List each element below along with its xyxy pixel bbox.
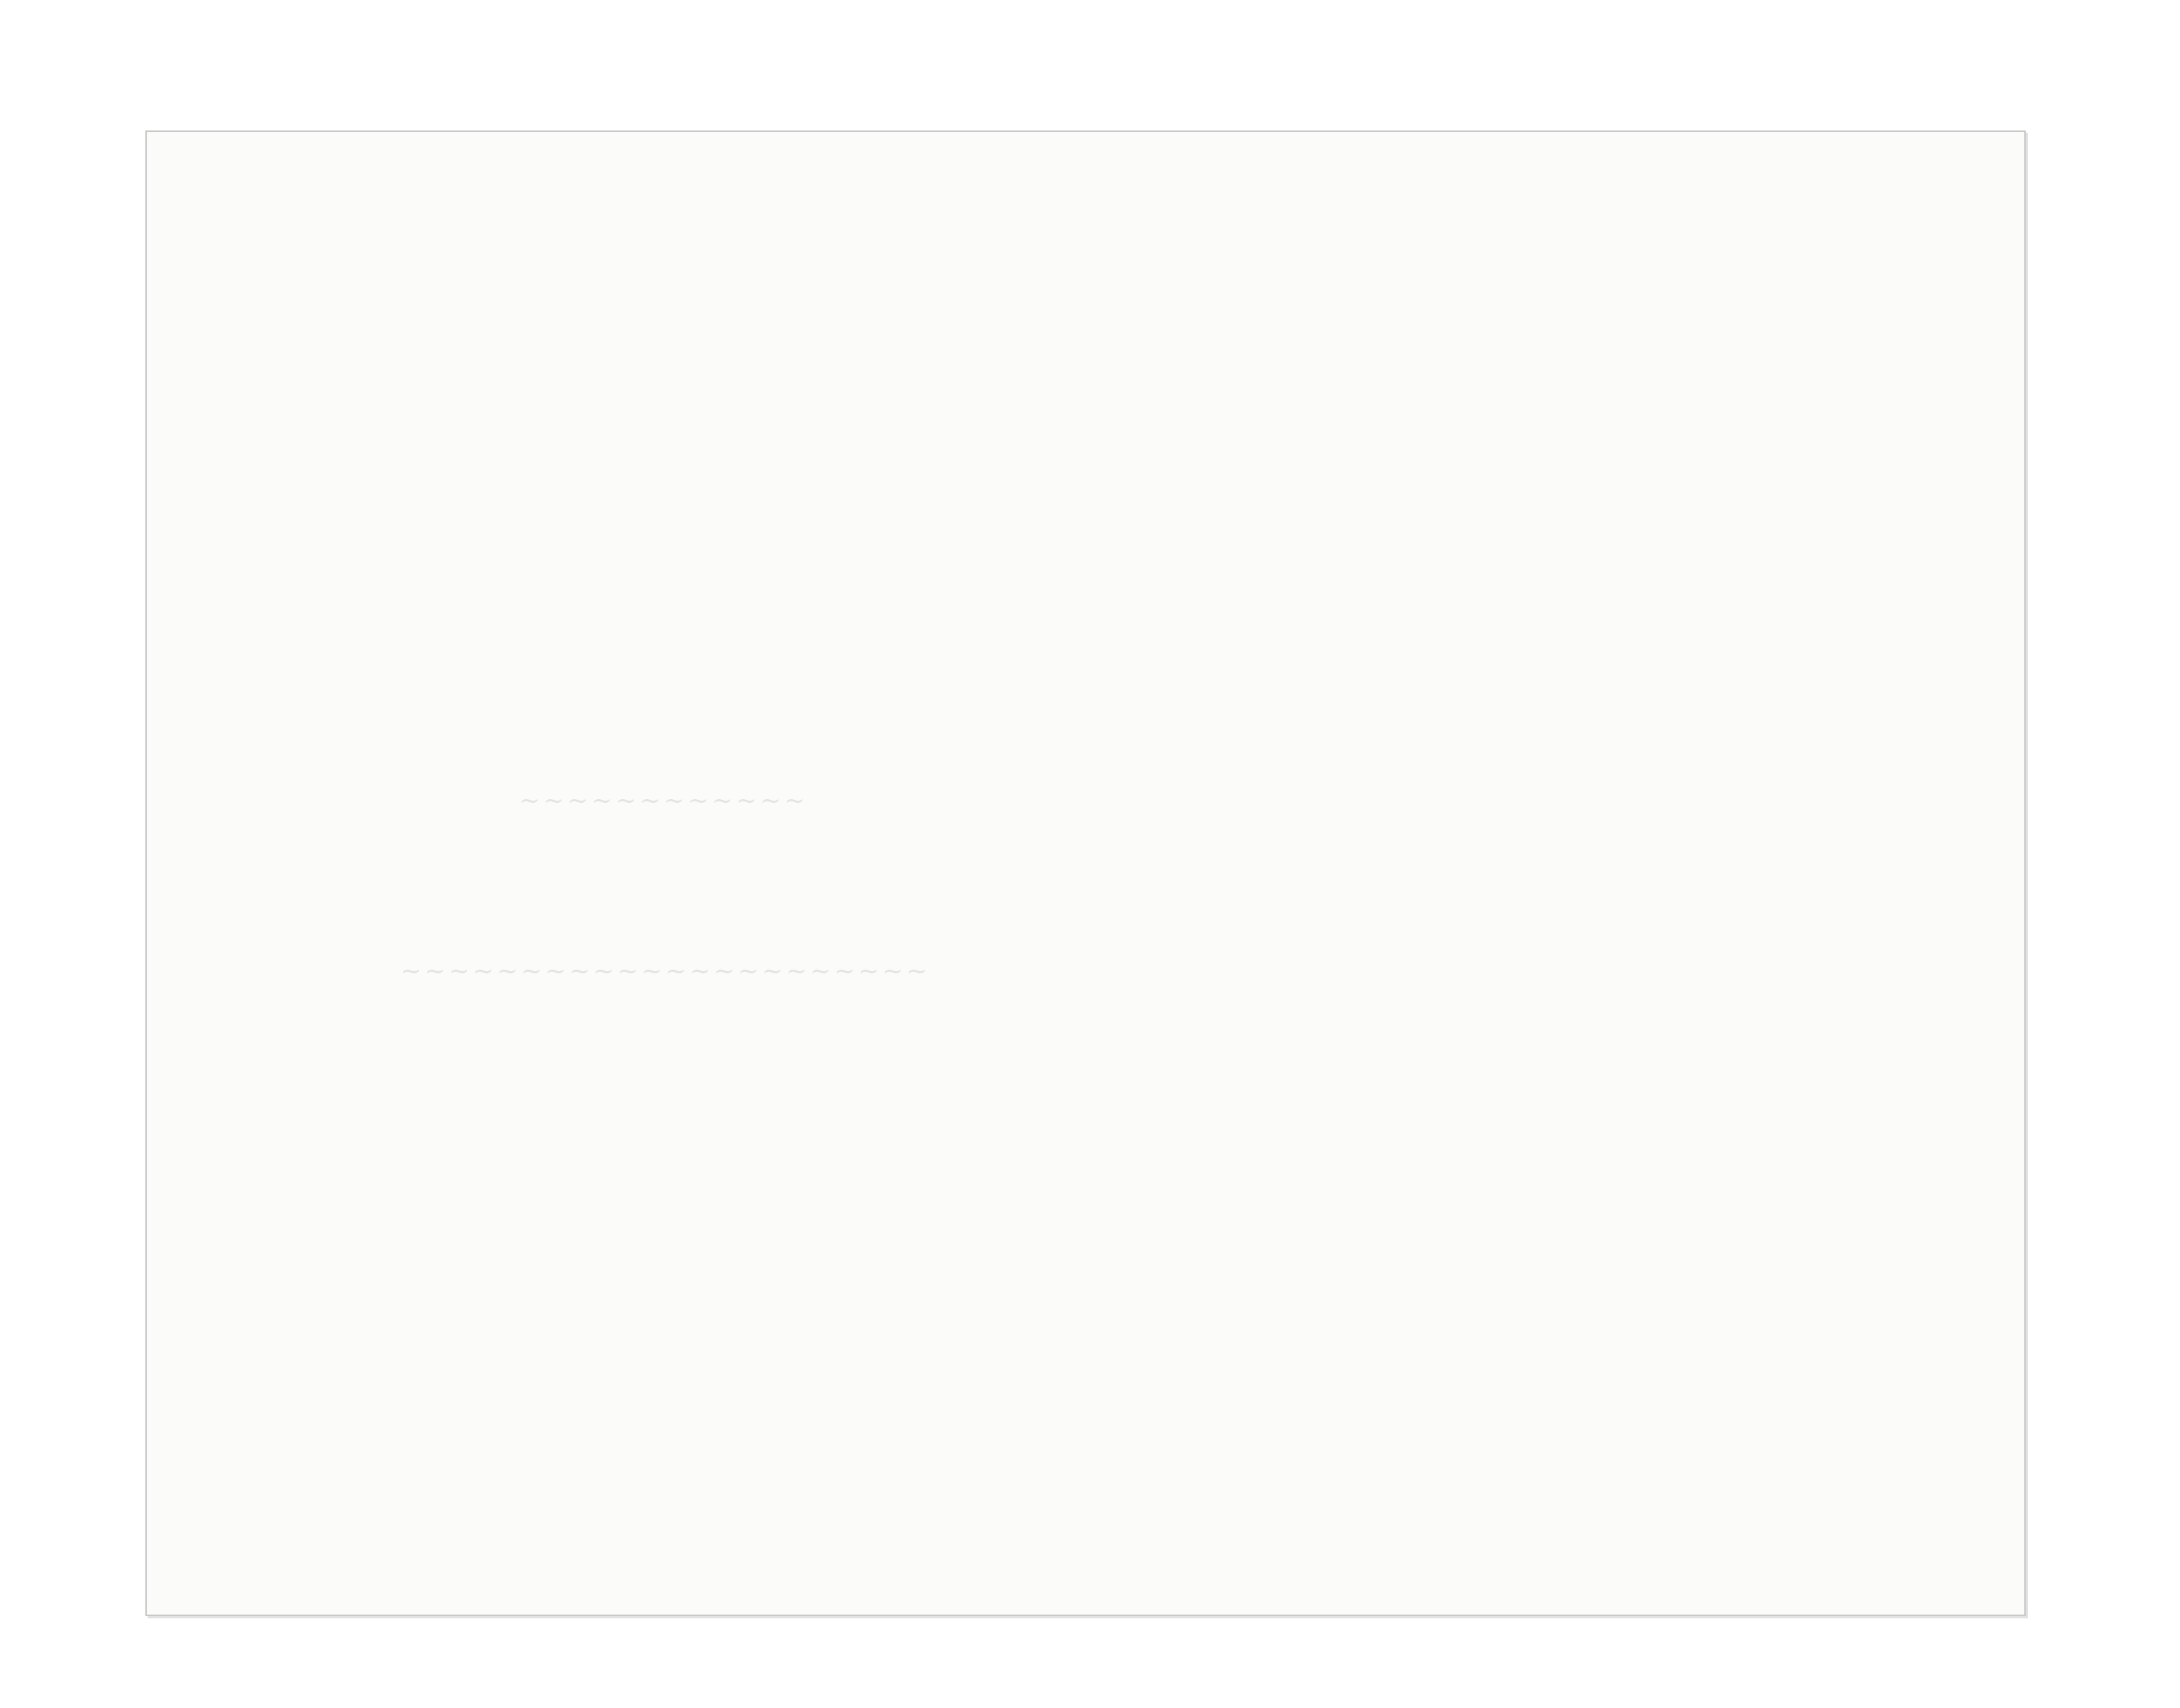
header-sex-male xyxy=(866,371,891,430)
header-sex-female xyxy=(891,371,914,430)
census-sheet xyxy=(145,130,2026,1616)
bleed-through-stamp: ~~~~~~~~~~~~ xyxy=(519,786,808,815)
bleed-through-text: ~~~~~~~~~~~~~~~~~~~~~~ xyxy=(400,956,931,986)
